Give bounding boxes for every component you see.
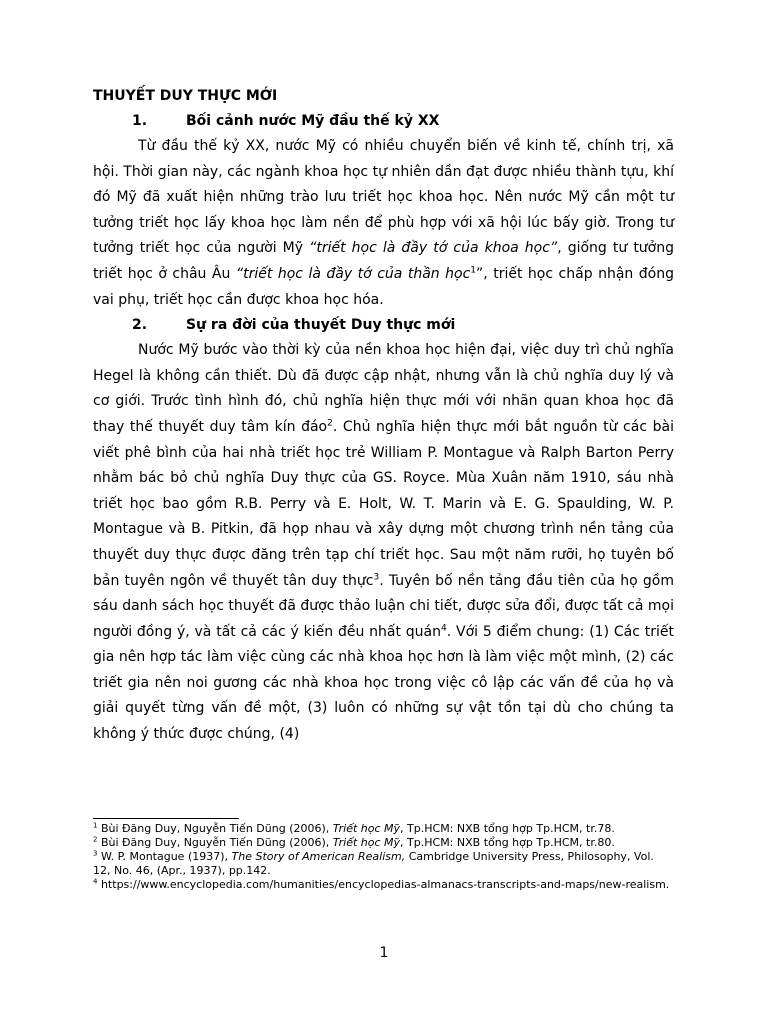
section-title-2: Sự ra đời của thuyết Duy thực mới: [186, 317, 456, 334]
section-title-1: Bối cảnh nước Mỹ đầu thế kỷ XX: [186, 113, 440, 129]
page-number: 1: [379, 945, 389, 961]
paragraph-2: [93, 338, 674, 748]
footnote-3: [93, 850, 673, 878]
footnote-ref-4[interactable]: 4: [441, 623, 447, 634]
section-heading-1: [93, 109, 674, 134]
footnote-3-text: W. P. Montague (1937),: [97, 850, 232, 863]
footnote-3-title: The Story of American Realism,: [231, 850, 406, 863]
footnote-1: [93, 822, 673, 836]
quote-1: “triết học là đầy tớ của khoa học”: [309, 240, 558, 257]
footnote-mark-4: 4: [93, 877, 98, 886]
paragraph-2-text-a: Nước Mỹ bước vào thời kỳ của nền khoa học hiện đại, việc duy trì chủ nghĩa Hegel là không cần thiết. Dù đã được cập nhật, nhưng vẫn là chủ nghĩa duy lý và cơ giới. Trước tình hình đó, chủ nghĩa hiện thực mới với nhãn quan khoa học đã thay thế thuyết duy tâm kín đáo: [93, 342, 674, 435]
paragraph-1: [93, 134, 674, 313]
footnote-2-title: Triết học Mỹ: [332, 836, 401, 849]
footnote-4: [93, 878, 673, 892]
paragraph-1-text-a: Từ đầu thế kỷ XX, nước Mỹ có nhiều chuyển biến về kinh tế, chính trị, xã hội. Thời gian này, các ngành khoa học tự nhiên dần đạt được nhiều thành tựu, khí đó Mỹ đã xuất hiện những trào lưu triết học khoa học. Nên nước Mỹ cần một tư tưởng triết học lấy khoa học làm nền để phù hợp với xã hội lúc bấy giờ. Trong tư tưởng triết học của người Mỹ: [93, 138, 674, 257]
footnote-mark-2: 2: [93, 835, 98, 844]
paragraph-2-text-d: . Với 5 điểm chung: (1) Các triết gia nên hợp tác làm việc cùng các nhà khoa học hơn là làm việc một mình, (2) các triết gia nên noi gương các nhà khoa học trong việc cô lập các vấn đề của họ và giải quyết từng vấn đề một, (3) luôn có những sự vật tồn tại dù cho chúng ta không ý thức được chúng, (4): [93, 623, 674, 743]
footnote-ref-3[interactable]: 3: [373, 571, 380, 582]
footnote-1-title: Triết học Mỹ: [332, 822, 401, 835]
footnote-mark-3: 3: [93, 849, 98, 858]
section-heading-2: [93, 313, 674, 338]
document-body: [93, 84, 674, 748]
footnote-separator: [93, 818, 239, 819]
footnotes: [93, 822, 673, 892]
footnote-1-tail: , Tp.HCM: NXB tổng hợp Tp.HCM, tr.78.: [400, 822, 615, 835]
footnote-2-text: Bùi Đăng Duy, Nguyễn Tiến Dũng (2006),: [97, 836, 333, 849]
paragraph-1-text-c: ”, triết học chấp nhận đóng vai phụ, triết học cần được khoa học hóa.: [93, 265, 674, 308]
section-number-1: 1.: [132, 113, 148, 129]
footnote-4-link[interactable]: https://www.encyclopedia.com/humanities/encyclopedias-almanacs-transcripts-and-maps/new-realism.: [97, 878, 670, 891]
footnote-1-text: Bùi Đăng Duy, Nguyễn Tiến Dũng (2006),: [97, 822, 333, 835]
quote-2: “triết học là đầy tớ của thần học: [235, 265, 471, 282]
footnote-2-tail: , Tp.HCM: NXB tổng hợp Tp.HCM, tr.80.: [400, 836, 615, 849]
paragraph-2-text-b: . Chủ nghĩa hiện thực mới bắt nguồn từ các bài viết phê bình của hai nhà triết học trẻ William P. Montague và Ralph Barton Perry nhằm bác bỏ chủ nghĩa Duy thực của GS. Royce. Mùa Xuân năm 1910, sáu nhà triết học bao gồm R.B. Perry và E. Holt, W. T. Marin và E. G. Spaulding, W. P. Montague và B. Pitkin, đã họp nhau và xây dựng một chương trình nền tảng của thuyết duy thực được đăng trên tạp chí triết học. Sau một năm rưỡi, họ tuyên bố bản tuyên ngôn về thuyết tân duy thực: [93, 418, 674, 589]
footnote-mark-1: 1: [93, 821, 98, 830]
footnote-ref-2[interactable]: 2: [327, 418, 333, 429]
footnote-3-tail: Cambridge University Press, Philosophy, Vol. 12, No. 46, (Apr., 1937), pp.142.: [93, 850, 654, 877]
document-title: THUYẾT DUY THỰC MỚI: [93, 88, 278, 104]
paragraph-1-text-b: , giống tư tưởng triết học ở châu Âu: [93, 240, 675, 282]
footnote-ref-1[interactable]: 1: [470, 265, 477, 276]
section-number-2: 2.: [132, 317, 148, 334]
paragraph-2-text-c: . Tuyên bố nền tảng đầu tiên của họ gồm sáu danh sách học thuyết đã được thảo luận chi tiết, được sửa đổi, được tất cả mọi người đồng ý, và tất cả các ý kiến đều nhất quán: [93, 572, 675, 640]
footnote-2: [93, 836, 673, 850]
